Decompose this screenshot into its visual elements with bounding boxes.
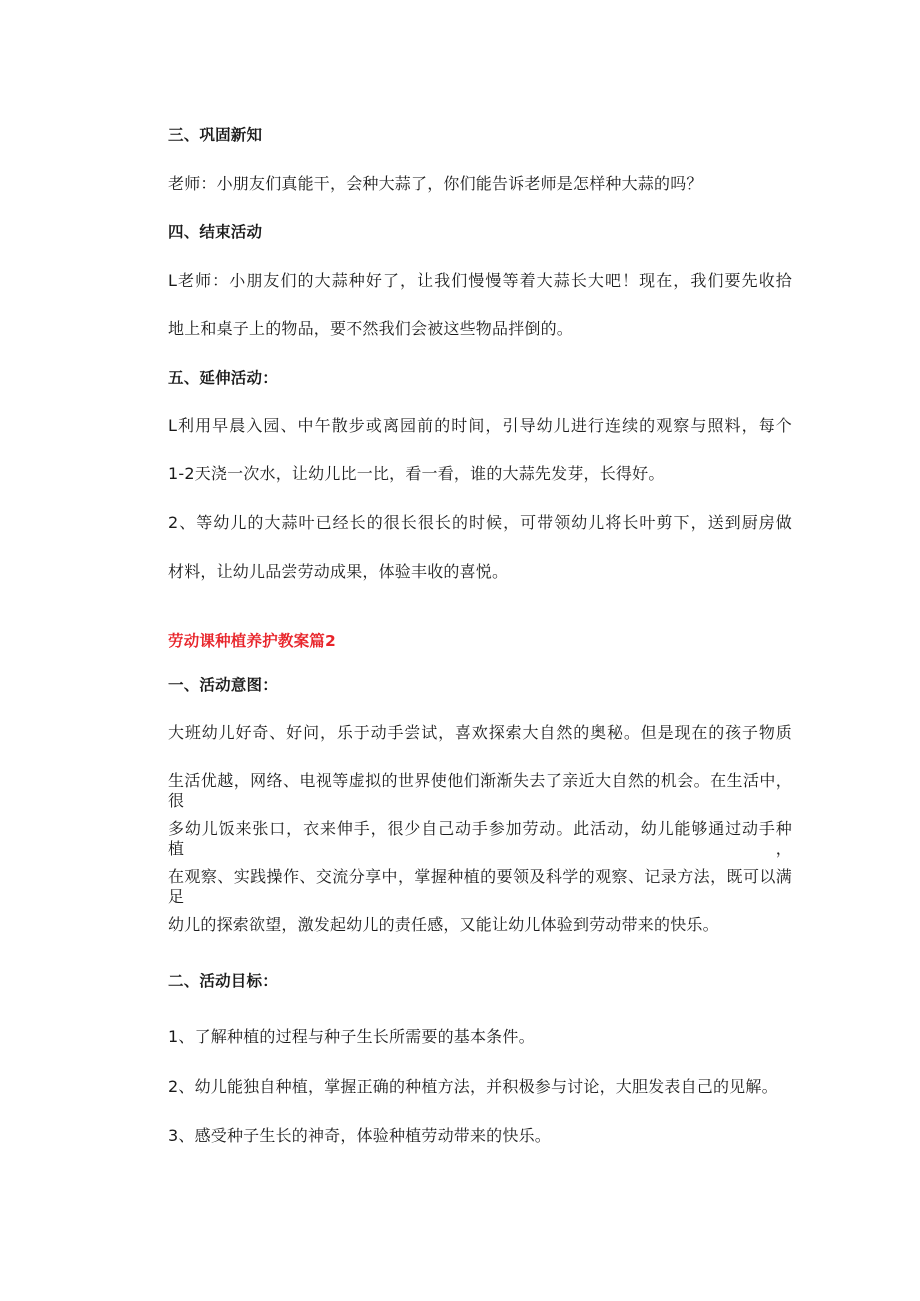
- intent-line-2: 生活优越，网络、电视等虚拟的世界使他们渐渐失去了亲近大自然的机会。在生活中，很: [168, 771, 792, 810]
- intent-line-4: 在观察、实践操作、交流分享中，掌握种植的要领及科学的观察、记录方法，既可以满足: [168, 867, 792, 906]
- goal-item-3: 3、感受种子生长的神奇，体验种植劳动带来的快乐。: [168, 1126, 551, 1145]
- article2-title: 劳动课种植养护教案篇2: [168, 632, 336, 650]
- intent-line-5: 幼儿的探索欲望，激发起幼儿的责任感，又能让幼儿体验到劳动带来的快乐。: [168, 915, 719, 934]
- section-three-heading: 三、巩固新知: [168, 126, 263, 144]
- section-four-line-2: 地上和桌子上的物品，要不然我们会被这些物品拌倒的。: [168, 319, 574, 338]
- goals-heading: 二、活动目标：: [168, 972, 278, 990]
- section-three-paragraph: 老师：小朋友们真能干，会种大蒜了，你们能告诉老师是怎样种大蒜的吗？: [168, 174, 703, 193]
- section-five-heading: 五、延伸活动：: [168, 369, 278, 387]
- goal-item-2: 2、幼儿能独自种植，掌握正确的种植方法，并积极参与讨论，大胆发表自己的见解。: [168, 1077, 778, 1096]
- section-five-item1-line-2: 1-2天浇一次水，让幼儿比一比，看一看，谁的大蒜先发芽，长得好。: [168, 464, 665, 483]
- intent-heading: 一、活动意图：: [168, 676, 278, 694]
- section-five-item2-line-1: 2、等幼儿的大蒜叶已经长的很长很长的时候，可带领幼儿将长叶剪下，送到厨房做: [168, 513, 792, 532]
- section-four-heading: 四、结束活动: [168, 223, 263, 241]
- section-five-item1-line-1: L利用早晨入园、中午散步或离园前的时间，引导幼儿进行连续的观察与照料，每个: [168, 416, 792, 435]
- intent-line-1: 大班幼儿好奇、好问，乐于动手尝试，喜欢探索大自然的奥秘。但是现在的孩子物质: [168, 723, 792, 742]
- goal-item-1: 1、了解种植的过程与种子生长所需要的基本条件。: [168, 1027, 535, 1046]
- section-four-line-1: L老师：小朋友们的大蒜种好了，让我们慢慢等着大蒜长大吧！现在，我们要先收拾: [168, 271, 792, 290]
- section-five-item2-line-2: 材料，让幼儿品尝劳动成果，体验丰收的喜悦。: [168, 562, 509, 581]
- intent-line-3: 多幼儿饭来张口，衣来伸手，很少自己动手参加劳动。此活动，幼儿能够通过动手种植，: [168, 819, 792, 858]
